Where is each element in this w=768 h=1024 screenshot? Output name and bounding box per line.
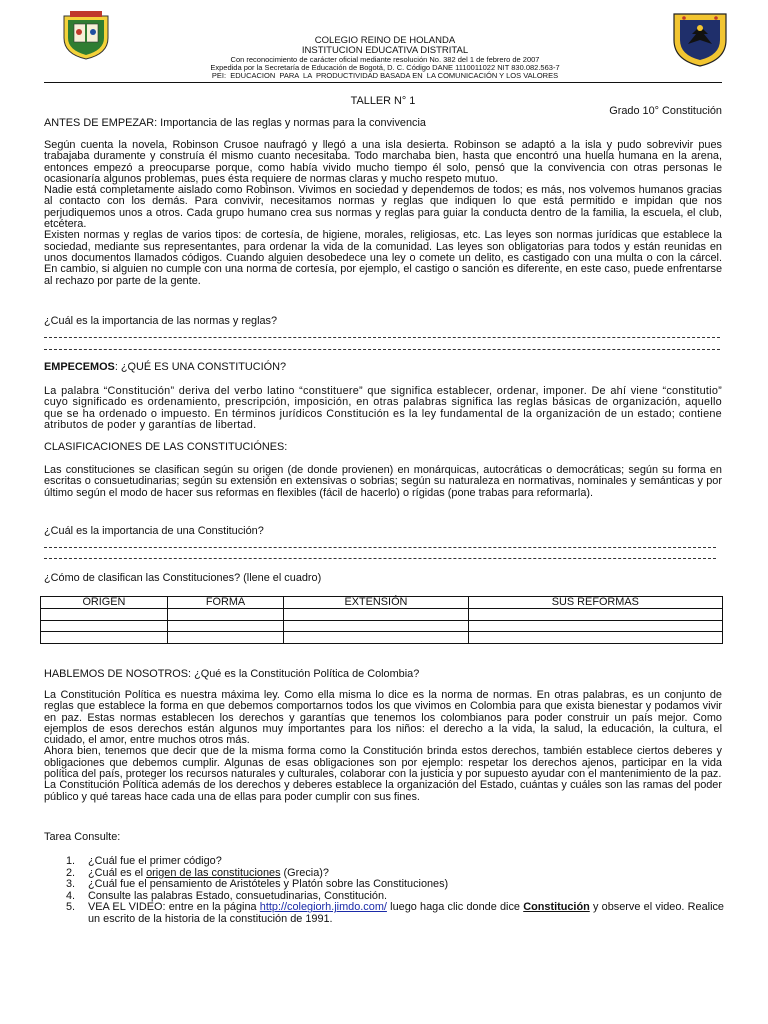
constitution-question: ¿Cuál es la importancia de una Constitución?	[44, 525, 264, 537]
header-extension: EXTENSIÓN	[284, 597, 468, 609]
issued-by-line: Expedida por la Secretaría de Educación de Bogotá, D. C. Código DANE 1110011022 NIT 830.082.563-7	[210, 63, 560, 72]
item-underlined-text: origen de las constituciones	[146, 866, 281, 879]
table-cell[interactable]	[41, 620, 168, 632]
item-number: 1.	[66, 855, 76, 867]
answer-line[interactable]	[44, 547, 716, 548]
table-cell[interactable]	[284, 620, 468, 632]
recognition-line: Con reconocimiento de carácter oficial mediante resolución No. 382 del 1 de febrero de 2007	[230, 55, 540, 64]
institution-name: INSTITUCION EDUCATIVA DISTRITAL	[301, 45, 469, 56]
classification-paragraph: Las constituciones se clasifican según su origen (de donde provienen) en monárquicas, autocráticas o democráticas; según su forma en escritas o consuetudinarias; según su extensión en extensivas o sobrias; según su naturaleza en normativas, nominales y semánticas y por último según el modo de hacer sus reformas en flexibles (fácil de hacerlo) o rígidas (pone trabas para reformarla).	[44, 464, 722, 499]
classification-table	[40, 596, 723, 644]
table-cell[interactable]	[167, 620, 283, 632]
table-cell[interactable]	[167, 609, 283, 621]
answer-line[interactable]	[44, 349, 720, 350]
grade-label: Grado 10° Constitución	[609, 105, 722, 117]
school-shield-logo	[60, 10, 112, 60]
header-origen: ORIGEN	[41, 597, 168, 609]
workshop-title: TALLER N° 1	[350, 95, 416, 107]
constitution-paragraph: La palabra “Constitución” deriva del verbo latino “constituere” que significa establecer, ordenar, imponer. De ahí viene “constitutio” cuyo significado es ordenamiento, prescripción, imposición, en otras palabras significa las reglas básicas de organización, aquello que se ha ordenado o impuesto. En términos jurídicos Constitución es la ley fundamental de la organización de un estado; contiene atributos de poder y garantías de libertad.	[44, 385, 722, 431]
bogota-coat-of-arms-logo	[670, 10, 730, 68]
colombia-heading: HABLEMOS DE NOSOTROS: ¿Qué es la Constitución Política de Colombia?	[44, 668, 420, 680]
item-text: ¿Cuál fue el primer código?	[88, 855, 222, 867]
table-header-row	[41, 597, 723, 609]
intro-paragraph: Según cuenta la novela, Robinson Crusoe naufragó y llegó a una isla desierta. Robinson se adaptó a la isla y pudo sobrevivir pues trabajaba duramente y construía él mismo cuanto necesitaba. Todo marchaba bien, hasta que encontró una huella humana en la arena, entonces empezó a preocuparse porque, como había vivido mucho tiempo él solo, pensó que la convivencia con otras personas le ocasionaría algunos problemas, pues ésta requiere de normas claras y mucho respeto mutuo. Nadie está completamente aislado como Robinson. Vivimos en sociedad y dependemos de todos; es más, nos volvemos humanos gracias al contacto con los demás. Para convivir, necesitamos normas y reglas que indiquen lo que está permitido e impidan que nos perjudiquemos unos a otros. Cada grupo humano crea sus normas y reglas para guiar la conducta dentro de la familia, la escuela, el club, etcétera. Existen normas y reglas de varios tipos: de cortesía, de higiene, morales, religiosas, etc. Las leyes son normas jurídicas que establece la sociedad, mediante sus representantes, para ordenar la vida de la comunidad. Las leyes son obligatorias para todos y están reunidas en unos documentos llamados códigos. Cuando alguien desobedece una ley o comete un delito, es castigado con una multa o con la cárcel. En cambio, si alguien no cumple con una norma de cortesía, por ejemplo, el castigo o sanción es diferente, en este caso, puede enfrentarse al rechazo por parte de la gente.	[44, 139, 722, 287]
table-cell[interactable]	[41, 632, 168, 644]
item-number: 3.	[66, 878, 76, 891]
school-name: COLEGIO REINO DE HOLANDA	[314, 35, 456, 46]
table-row	[41, 632, 723, 644]
table-prompt: ¿Cómo de clasifican las Constituciones? (llene el cuadro)	[44, 572, 322, 584]
intro-question: ¿Cuál es la importancia de las normas y reglas?	[44, 315, 278, 327]
table-cell[interactable]	[468, 632, 722, 644]
answer-line[interactable]	[44, 337, 720, 338]
header-forma: FORMA	[167, 597, 283, 609]
table-cell[interactable]	[284, 632, 468, 644]
table-cell[interactable]	[167, 632, 283, 644]
pei-line: PEI: EDUCACION PARA LA PRODUCTIVIDAD BASADA EN LA COMUNICACIÓN Y LOS VALORES	[211, 71, 559, 80]
list-item	[44, 902, 724, 925]
classification-heading: CLASIFICACIONES DE LAS CONSTITUCIÓNES:	[44, 441, 288, 453]
item-text: VEA EL VIDEO: entre en la página	[88, 901, 260, 914]
homework-heading: Tarea Consulte:	[44, 831, 121, 843]
answer-line[interactable]	[44, 558, 716, 559]
item-text: Consulte las palabras Estado, consuetudinarias, Constitución.	[88, 889, 388, 902]
item-text: ¿Cuál fue el pensamiento de Aristóteles y Platón sobre las Constituciones)	[88, 878, 449, 891]
item-text: luego haga clic donde dice	[386, 901, 524, 914]
table-cell[interactable]	[41, 609, 168, 621]
start-label: EMPECEMOS	[44, 361, 115, 373]
homework-list	[44, 856, 724, 926]
website-link[interactable]: http://colegiorh.jimdo.com/	[259, 901, 387, 914]
header-sus-reformas: SUS REFORMAS	[468, 597, 722, 609]
item-text: (Grecia)?	[280, 866, 329, 879]
item-text: ¿Cuál es el	[88, 866, 147, 879]
constitution-keyword: Constitución	[523, 901, 590, 914]
item-number: 5.	[66, 901, 76, 914]
table-cell[interactable]	[468, 609, 722, 621]
table-row	[41, 620, 723, 632]
header-divider	[44, 82, 722, 83]
constitution-heading	[44, 362, 722, 373]
intro-heading: ANTES DE EMPEZAR: Importancia de las reglas y normas para la convivencia	[44, 117, 426, 129]
colombia-paragraph: La Constitución Política es nuestra máxima ley. Como ella misma lo dice es la norma de normas. En otras palabras, es un conjunto de reglas que establece la forma en que debemos comportarnos todos los que vivimos en Colombia para que exista bienestar y podamos vivir en paz. Estas normas establecen los derechos y garantías que tenemos los colombianos para poder construir un país mejor. Como ejemplos de esos derechos están algunos muy importantes para los niños: el derecho a la vida, la salud, la educación, la cultura, el cuidado, el amor, entre muchos otros más. Ahora bien, tenemos que decir que de la misma forma como la Constitución brinda estos derechos, también establece ciertos deberes y obligaciones que debemos cumplir. Algunas de esas obligaciones son por ejemplo: respetar los derechos ajenos, participar en la vida política del país, proteger los recursos naturales y culturales, colaborar con la justicia y por supuesto ayudar con el mantenimiento de la paz. La Constitución Política además de los derechos y deberes establece la organización del Estado, cuántas y cuáles son las ramas del poder público y qué tareas hace cada una de ellas para poder cumplir con sus fines.	[44, 689, 722, 803]
table-cell[interactable]	[468, 620, 722, 632]
constitution-heading-text: : ¿QUÉ ES UNA CONSTITUCIÓN?	[114, 361, 287, 373]
item-number: 2.	[66, 866, 76, 879]
table-row	[41, 609, 723, 621]
item-number: 4.	[66, 889, 76, 902]
table-cell[interactable]	[284, 609, 468, 621]
item-text: y observe el video. Realice un escrito de la historia de la constitución de 1991.	[88, 901, 724, 925]
